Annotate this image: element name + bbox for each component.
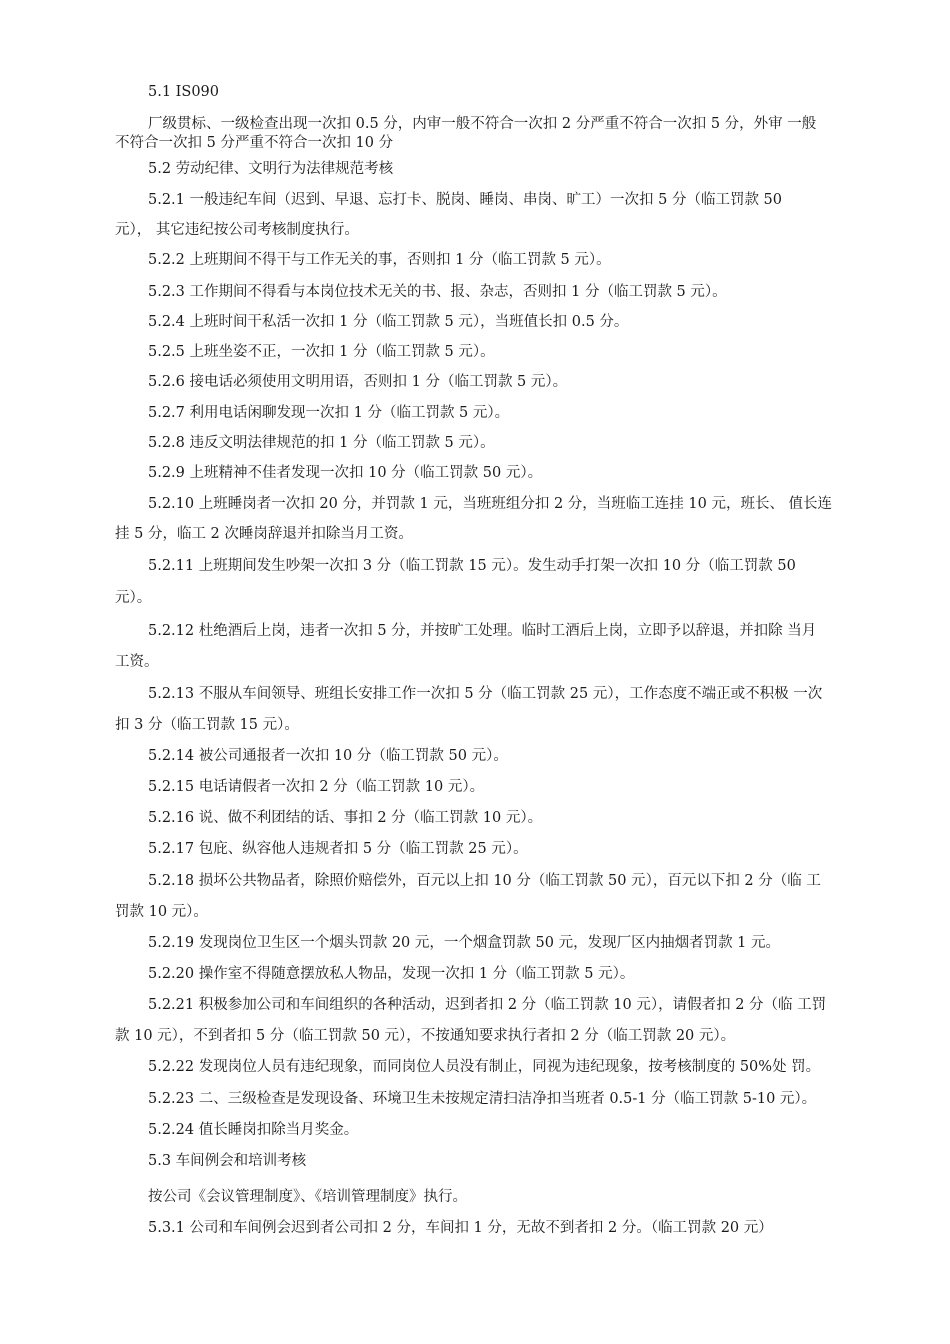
paragraph-line: 5.2.4 上班时间干私活一次扣 1 分（临工罚款 5 元），当班值长扣 0.5 分。 <box>148 314 629 330</box>
paragraph-line: 5.2.11 上班期间发生吵架一次扣 3 分（临工罚款 15 元）。发生动手打架一次扣 10 分（临工罚款 50 <box>148 558 796 574</box>
paragraph-line: 工资。 <box>115 654 159 670</box>
paragraph-line: 5.2.3 工作期间不得看与本岗位技术无关的书、报、杂志，否则扣 1 分（临工罚款 5 元）。 <box>148 284 727 300</box>
paragraph-line: 5.2.6 接电话必须使用文明用语，否则扣 1 分（临工罚款 5 元）。 <box>148 374 568 390</box>
paragraph-line: 5.2.7 利用电话闲聊发现一次扣 1 分（临工罚款 5 元）。 <box>148 405 510 421</box>
section-5-2-heading: 5.2 劳动纪律、文明行为法律规范考核 <box>148 161 394 177</box>
paragraph-line: 5.2.5 上班坐姿不正，一次扣 1 分（临工罚款 5 元）。 <box>148 344 495 360</box>
paragraph-line: 5.2.12 杜绝酒后上岗，违者一次扣 5 分，并按旷工处理。临时工酒后上岗，立即予以辞退，并扣除 当月 <box>148 623 817 639</box>
paragraph-line: 款 10 元），不到者扣 5 分（临工罚款 50 元），不按通知要求执行者扣 2 分（临工罚款 20 元）。 <box>115 1028 736 1044</box>
section-5-3-heading: 5.3 车间例会和培训考核 <box>148 1153 307 1169</box>
paragraph-line: 罚款 10 元）。 <box>115 904 208 920</box>
paragraph-line: 5.2.23 二、三级检查是发现设备、环境卫生未按规定清扫洁净扣当班者 0.5-1 分（临工罚款 5-10 元）。 <box>148 1091 817 1107</box>
paragraph-line: 5.2.8 违反文明法律规范的扣 1 分（临工罚款 5 元）。 <box>148 435 495 451</box>
paragraph-line: 挂 5 分，临工 2 次睡岗辞退并扣除当月工资。 <box>115 526 413 542</box>
paragraph-line: 5.2.9 上班精神不佳者发现一次扣 10 分（临工罚款 50 元）。 <box>148 465 543 481</box>
paragraph-line: 5.2.16 说、做不利团结的话、事扣 2 分（临工罚款 10 元）。 <box>148 810 543 826</box>
paragraph-line: 5.2.14 被公司通报者一次扣 10 分（临工罚款 50 元）。 <box>148 748 508 764</box>
paragraph-line: 5.2.21 积极参加公司和车间组织的各种活动，迟到者扣 2 分（临工罚款 10 元），请假者扣 2 分（临 工罚 <box>148 997 827 1013</box>
paragraph-line: 扣 3 分（临工罚款 15 元）。 <box>115 717 299 733</box>
paragraph-line: 5.2.10 上班睡岗者一次扣 20 分，并罚款 1 元，当班班组分扣 2 分，当班临工连挂 10 元，班长、 值长连 <box>148 496 833 512</box>
paragraph-line: 5.2.19 发现岗位卫生区一个烟头罚款 20 元，一个烟盒罚款 50 元，发现厂区内抽烟者罚款 1 元。 <box>148 935 781 951</box>
paragraph-line: 5.2.1 一般违纪车间（迟到、早退、忘打卡、脱岗、睡岗、串岗、旷工）一次扣 5 分（临工罚款 50 <box>148 192 783 208</box>
paragraph-line: 5.2.2 上班期间不得干与工作无关的事，否则扣 1 分（临工罚款 5 元）。 <box>148 252 611 268</box>
paragraph-line: 5.2.17 包庇、纵容他人违规者扣 5 分（临工罚款 25 元）。 <box>148 841 528 857</box>
paragraph-line: 不符合一次扣 5 分严重不符合一次扣 10 分 <box>115 135 394 151</box>
paragraph-line: 5.2.18 损坏公共物品者，除照价赔偿外，百元以上扣 10 分（临工罚款 50 元），百元以下扣 2 分（临 工 <box>148 873 821 889</box>
paragraph-line: 5.2.24 值长睡岗扣除当月奖金。 <box>148 1122 359 1138</box>
paragraph-line: 厂级贯标、一级检查出现一次扣 0.5 分，内审一般不符合一次扣 2 分严重不符合一次扣 5 分，外审 一般 <box>148 116 817 132</box>
paragraph-line: 5.2.15 电话请假者一次扣 2 分（临工罚款 10 元）。 <box>148 779 485 795</box>
paragraph-line: 5.3.1 公司和车间例会迟到者公司扣 2 分，车间扣 1 分，无故不到者扣 2 分。（临工罚款 20 元） <box>148 1220 773 1236</box>
paragraph-line: 5.2.13 不服从车间领导、班组长安排工作一次扣 5 分（临工罚款 25 元），工作态度不端正或不积极 一次 <box>148 686 823 702</box>
paragraph-line: 5.2.20 操作室不得随意摆放私人物品，发现一次扣 1 分（临工罚款 5 元）。 <box>148 966 635 982</box>
paragraph-line: 5.2.22 发现岗位人员有违纪现象，而同岗位人员没有制止，同视为违纪现象，按考核制度的 50%处 罚。 <box>148 1059 821 1075</box>
section-5-1-heading: 5.1 IS090 <box>148 84 220 100</box>
paragraph-line: 元）， 其它违纪按公司考核制度执行。 <box>115 222 359 238</box>
paragraph-line: 元）。 <box>115 590 152 606</box>
paragraph-line: 按公司《会议管理制度》、《培训管理制度》执行。 <box>148 1189 467 1205</box>
